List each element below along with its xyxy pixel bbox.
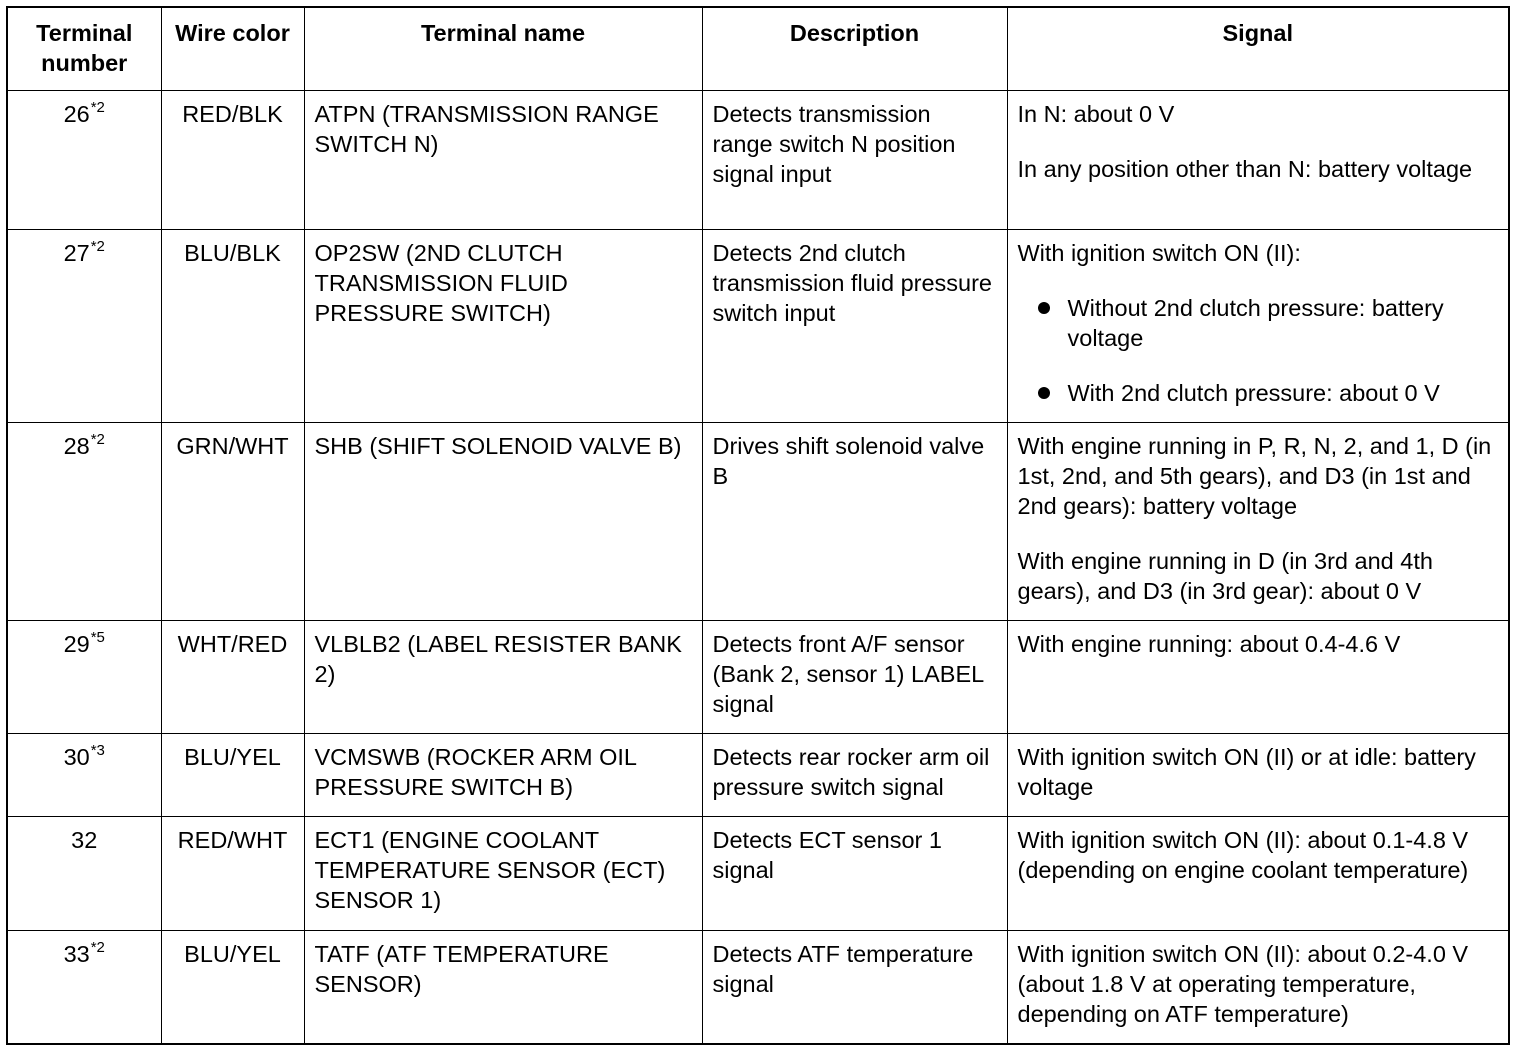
terminal-number-cell <box>7 734 161 817</box>
signal-text: With engine running in P, R, N, 2, and 1, D (in 1st, 2nd, and 5th gears), and D3 (in 1st and 2nd gears): battery voltage <box>1017 433 1492 519</box>
terminal-name-cell: OP2SW (2ND CLUTCH TRANSMISSION FLUID PRESSURE SWITCH) <box>304 230 702 423</box>
wire-color-cell: GRN/WHT <box>161 423 304 621</box>
terminal-name-cell: ECT1 (ENGINE COOLANT TEMPERATURE SENSOR (ECT) SENSOR 1) <box>304 817 702 931</box>
terminal-number-cell <box>7 817 161 931</box>
description-cell: Detects 2nd clutch transmission fluid pressure switch input <box>702 230 1007 423</box>
signal-cell <box>1007 621 1509 734</box>
bullet-dot-icon <box>1038 302 1050 314</box>
wire-color-cell: BLU/YEL <box>161 931 304 1044</box>
terminal-name-cell: SHB (SHIFT SOLENOID VALVE B) <box>304 423 702 621</box>
table-row <box>7 91 1509 230</box>
signal-text: With engine running in D (in 3rd and 4th gears), and D3 (in 3rd gear): about 0 V <box>1017 548 1433 604</box>
signal-text: With ignition switch ON (II): <box>1017 240 1301 266</box>
wire-color-cell: RED/WHT <box>161 817 304 931</box>
wire-color-cell: WHT/RED <box>161 621 304 734</box>
terminal-number: 29 <box>63 631 90 657</box>
terminal-number-cell <box>7 423 161 621</box>
header-terminal-name: Terminal name <box>304 7 702 91</box>
signal-bullet-text: Without 2nd clutch pressure: battery voltage <box>1067 295 1444 351</box>
header-row <box>7 7 1509 91</box>
terminal-name-cell: TATF (ATF TEMPERATURE SENSOR) <box>304 931 702 1044</box>
terminal-number-cell <box>7 230 161 423</box>
terminal-name-cell: VLBLB2 (LABEL RESISTER BANK 2) <box>304 621 702 734</box>
table-row <box>7 230 1509 423</box>
wire-color-cell: BLU/BLK <box>161 230 304 423</box>
terminal-number-cell <box>7 931 161 1044</box>
table-body <box>7 91 1509 1044</box>
header-description: Description <box>702 7 1007 91</box>
signal-text: With ignition switch ON (II): about 0.1-4.8 V (depending on engine coolant temperature) <box>1017 827 1469 883</box>
signal-text: With engine running: about 0.4-4.6 V <box>1017 631 1401 657</box>
footnote-marker: *2 <box>90 99 105 116</box>
description-cell: Detects rear rocker arm oil pressure switch signal <box>702 734 1007 817</box>
signal-text: In any position other than N: battery voltage <box>1017 156 1473 182</box>
terminal-number: 26 <box>63 101 90 127</box>
terminal-table <box>6 6 1510 1045</box>
table-row <box>7 423 1509 621</box>
terminal-number: 33 <box>63 941 90 967</box>
footnote-marker: *5 <box>90 629 105 646</box>
signal-bullet-item <box>1018 378 1499 408</box>
description-cell: Detects front A/F sensor (Bank 2, sensor 1) LABEL signal <box>702 621 1007 734</box>
signal-cell <box>1007 230 1509 423</box>
terminal-name-cell: ATPN (TRANSMISSION RANGE SWITCH N) <box>304 91 702 230</box>
terminal-number: 28 <box>63 433 90 459</box>
footnote-marker: *3 <box>90 742 105 759</box>
header-signal: Signal <box>1007 7 1509 91</box>
signal-cell <box>1007 91 1509 230</box>
footnote-marker: *2 <box>90 431 105 448</box>
terminal-number-cell <box>7 621 161 734</box>
terminal-name-cell: VCMSWB (ROCKER ARM OIL PRESSURE SWITCH B) <box>304 734 702 817</box>
description-cell: Drives shift solenoid valve B <box>702 423 1007 621</box>
table-row <box>7 931 1509 1044</box>
terminal-number: 30 <box>63 744 90 770</box>
signal-text: In N: about 0 V <box>1017 101 1175 127</box>
signal-cell <box>1007 931 1509 1044</box>
signal-cell <box>1007 817 1509 931</box>
wire-color-cell: RED/BLK <box>161 91 304 230</box>
signal-bullet-text: With 2nd clutch pressure: about 0 V <box>1067 380 1440 406</box>
description-cell: Detects transmission range switch N position signal input <box>702 91 1007 230</box>
wire-color-cell: BLU/YEL <box>161 734 304 817</box>
description-cell: Detects ATF temperature signal <box>702 931 1007 1044</box>
terminal-number-cell <box>7 91 161 230</box>
signal-bullet-item <box>1018 293 1499 353</box>
terminal-number: 27 <box>63 240 90 266</box>
description-cell: Detects ECT sensor 1 signal <box>702 817 1007 931</box>
table-row <box>7 734 1509 817</box>
footnote-marker: *2 <box>90 939 105 956</box>
footnote-marker: *2 <box>90 238 105 255</box>
signal-cell <box>1007 734 1509 817</box>
signal-text: With ignition switch ON (II) or at idle: battery voltage <box>1017 744 1476 800</box>
table-row <box>7 817 1509 931</box>
terminal-number: 32 <box>71 827 98 853</box>
table-row <box>7 621 1509 734</box>
header-wire-color: Wire color <box>161 7 304 91</box>
signal-text: With ignition switch ON (II): about 0.2-4.0 V (about 1.8 V at operating temperature, depending on ATF temperature) <box>1017 941 1469 1027</box>
header-terminal-number: Terminal number <box>7 7 161 91</box>
signal-cell <box>1007 423 1509 621</box>
bullet-dot-icon <box>1038 387 1050 399</box>
